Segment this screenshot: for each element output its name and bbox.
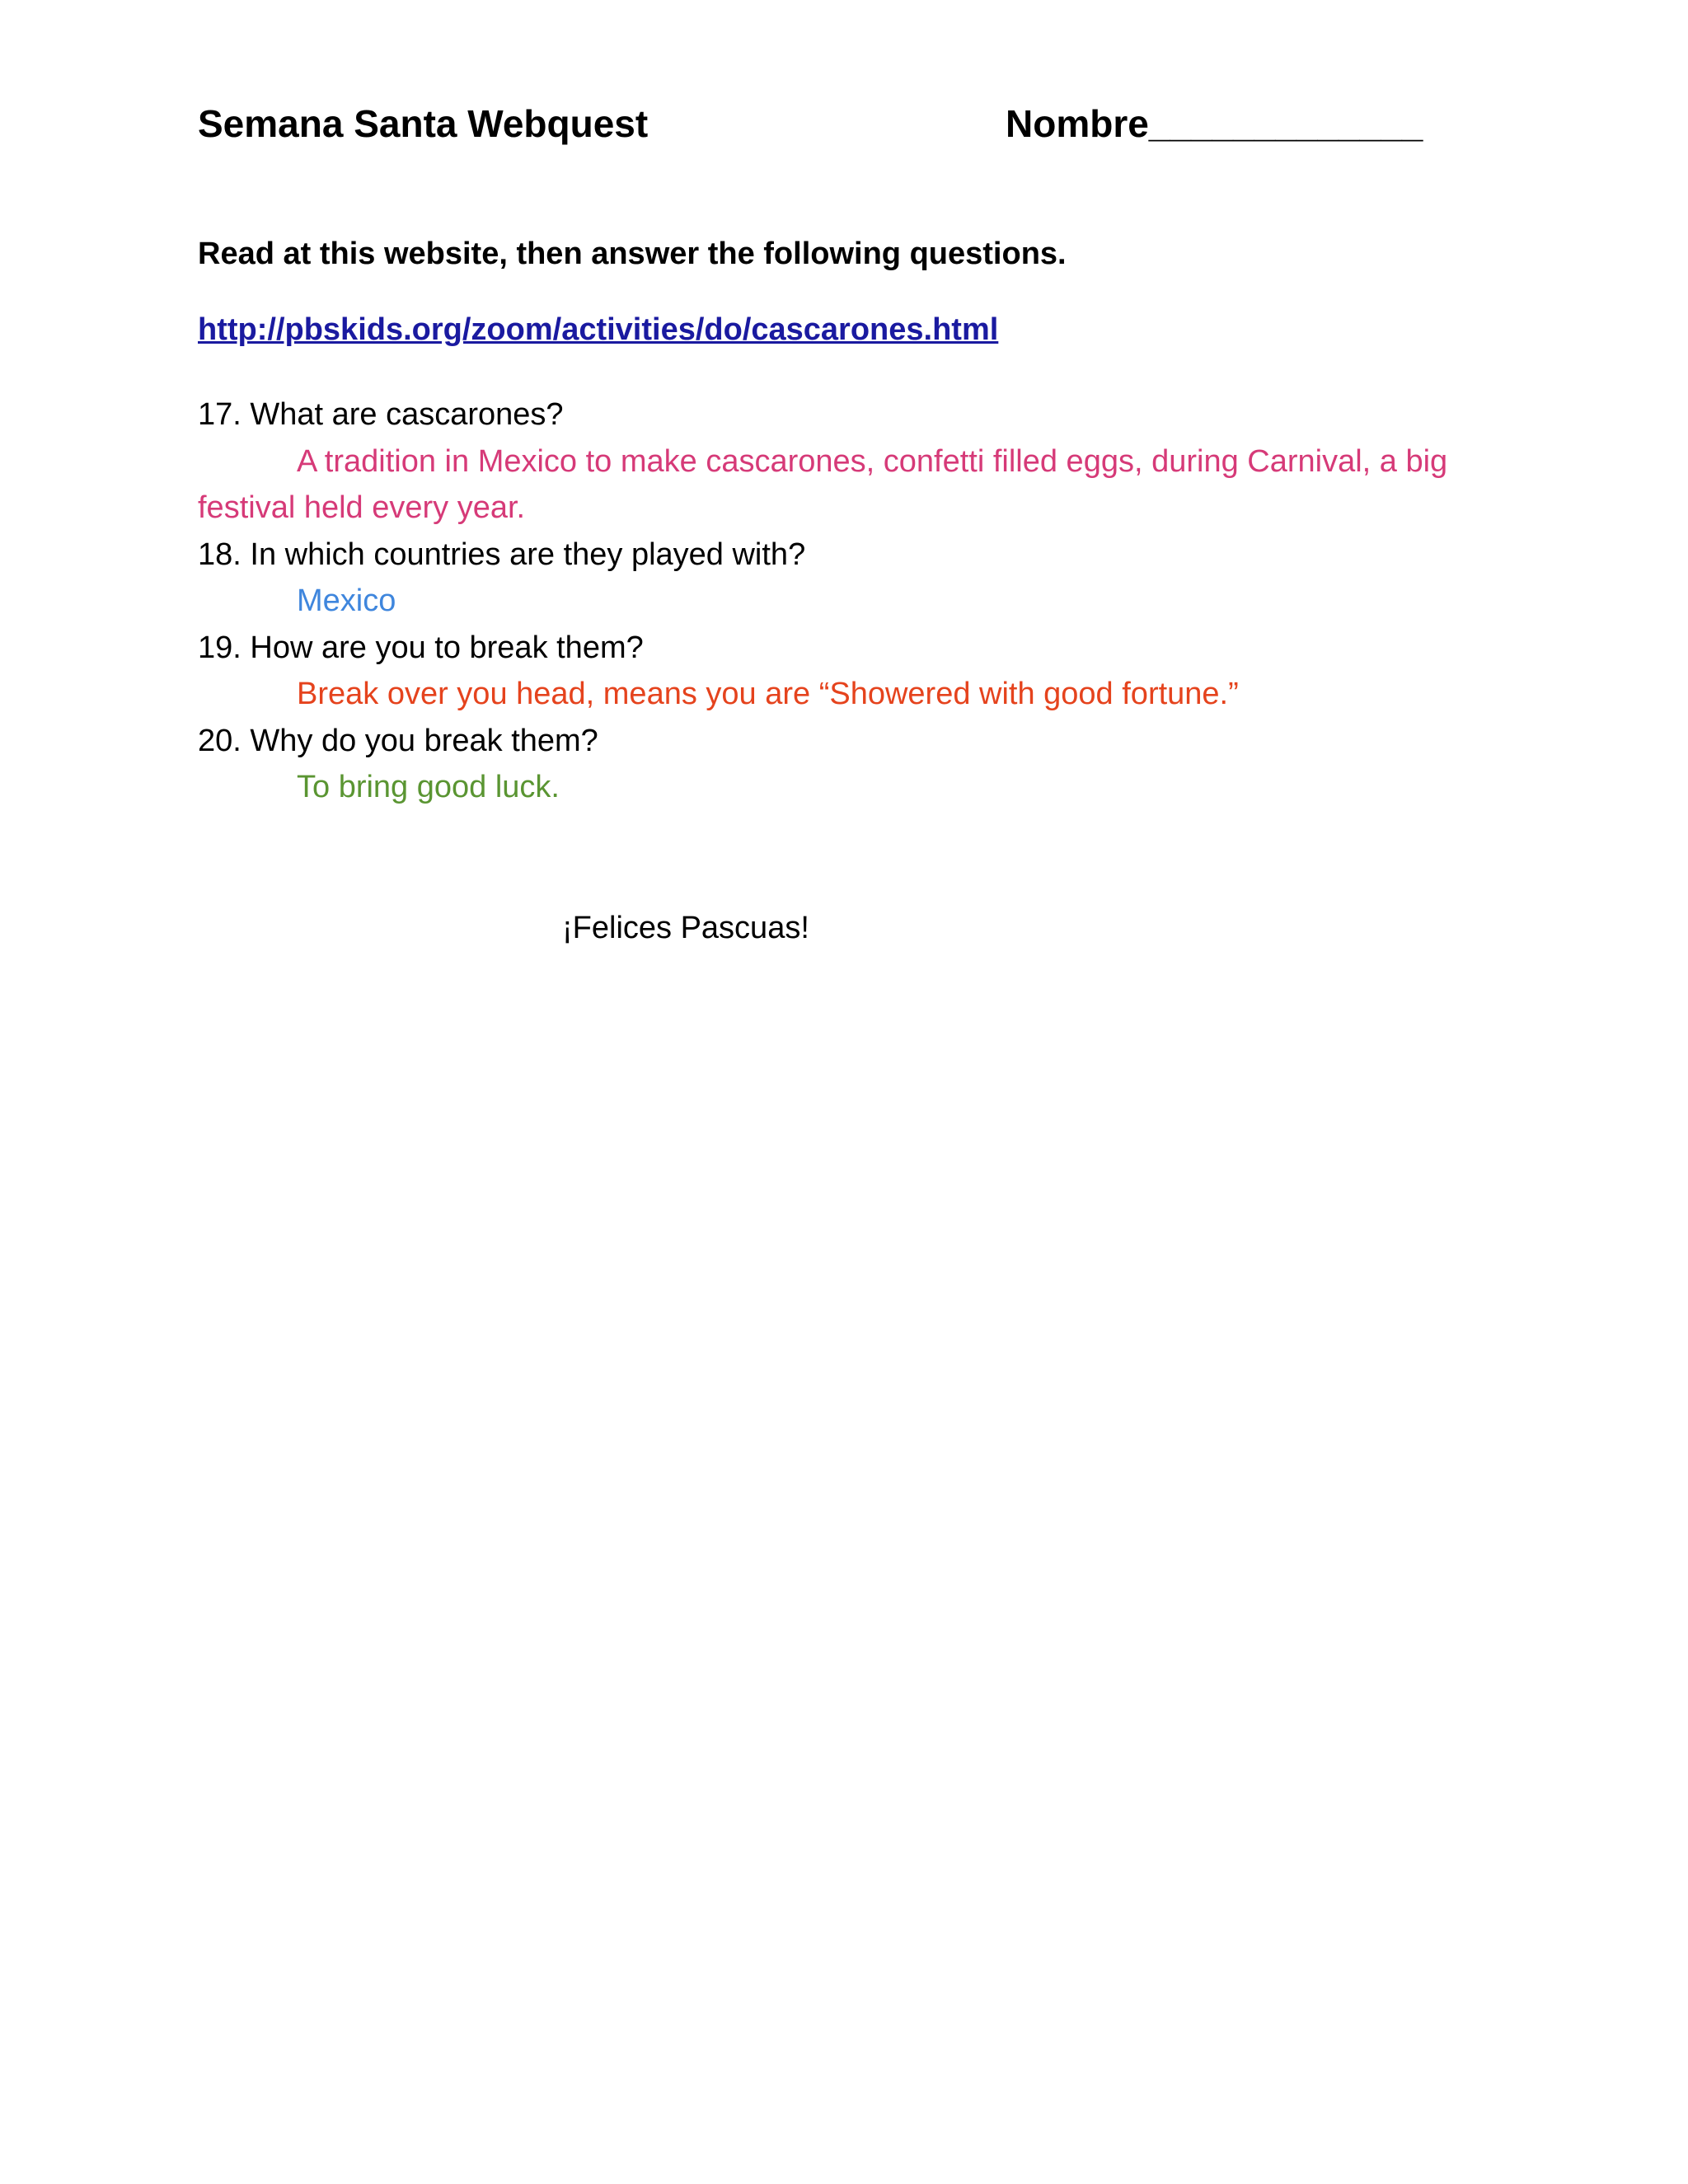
worksheet-title: Semana Santa Webquest — [198, 102, 649, 145]
instruction-text: Read at this website, then answer the following questions. — [198, 237, 1067, 271]
question-19: 19. How are you to break them? — [198, 630, 644, 665]
question-list — [198, 391, 1484, 811]
question-17: 17. What are cascarones? — [198, 397, 564, 432]
answer-19: Break over you head, means you are “Showered with good fortune.” — [297, 677, 1239, 711]
question-20: 20. Why do you break them? — [198, 723, 598, 758]
answer-20: To bring good luck. — [297, 770, 560, 804]
answer-18: Mexico — [297, 583, 396, 618]
answer-17: A tradition in Mexico to make cascarones, confetti filled eggs, during Carnival, a big festival held every year. — [198, 443, 1448, 525]
closing-greeting: ¡Felices Pascuas! — [562, 911, 809, 945]
website-link[interactable]: http://pbskids.org/zoom/activities/do/cascarones.html — [198, 312, 999, 347]
question-18: 18. In which countries are they played with? — [198, 537, 806, 572]
name-field: Nombre_____________ — [1006, 102, 1423, 145]
